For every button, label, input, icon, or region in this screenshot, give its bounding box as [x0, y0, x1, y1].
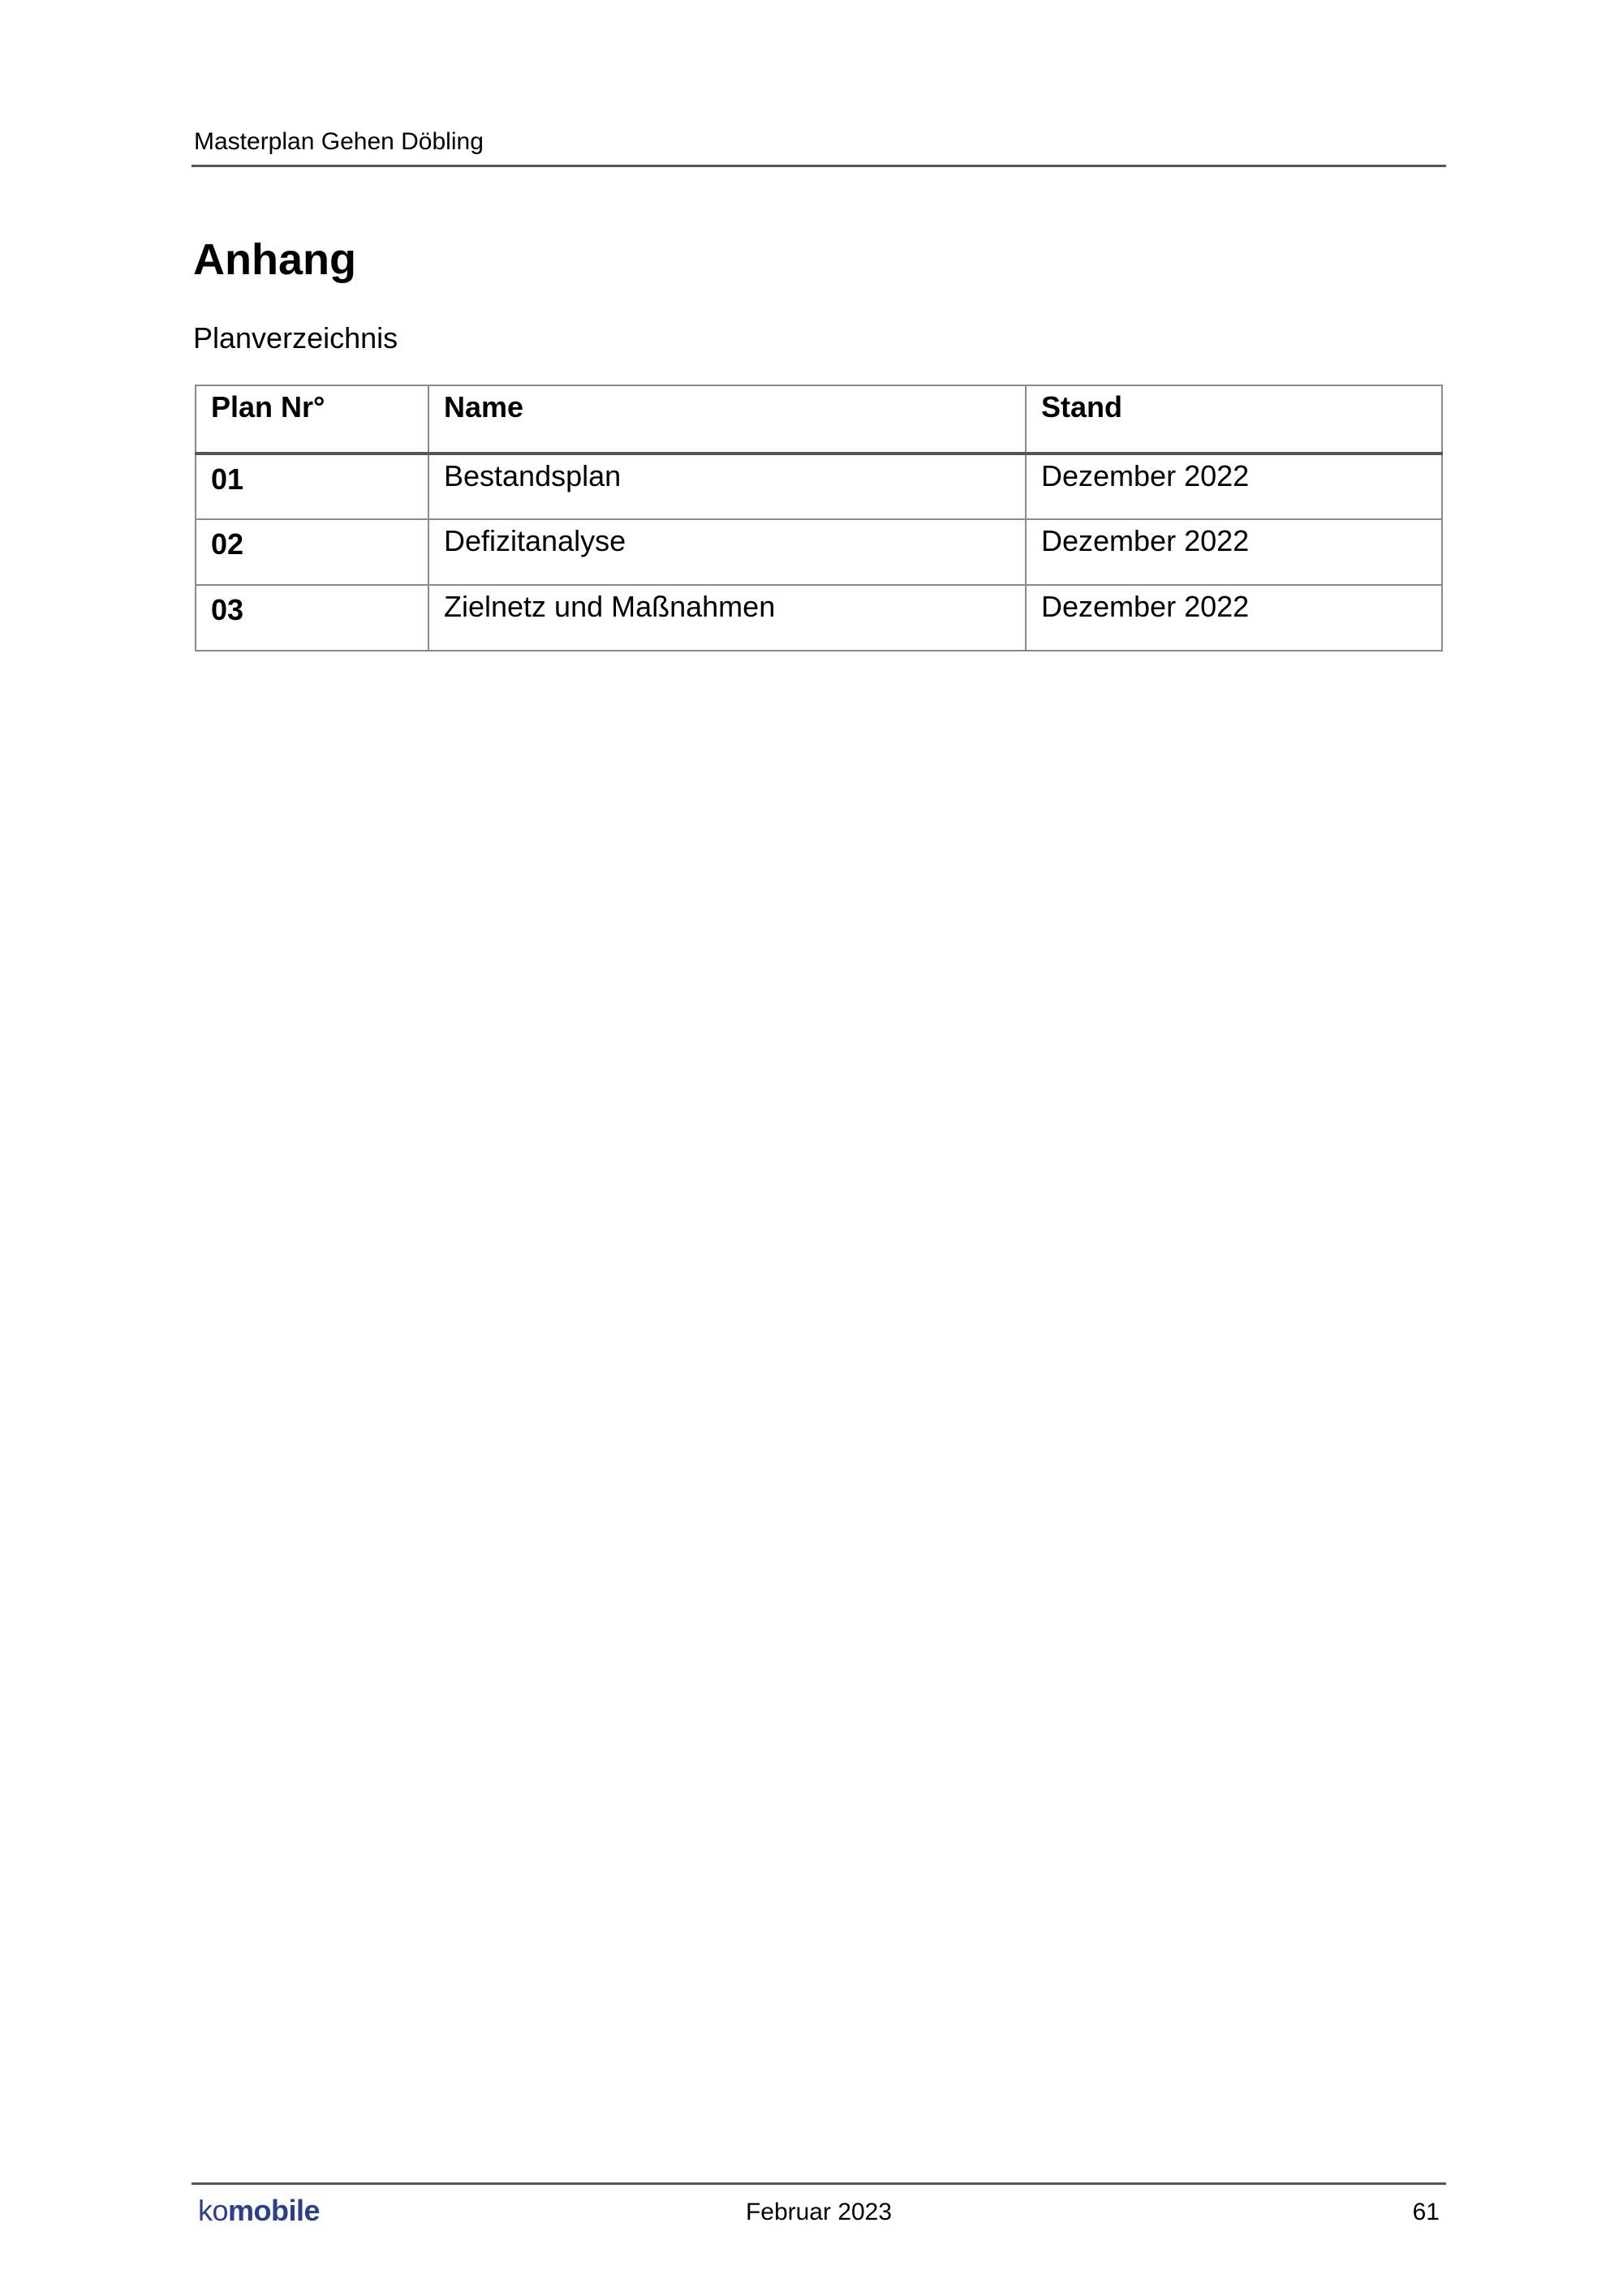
plan-number-cell: 02 [196, 519, 428, 585]
running-header [192, 122, 1446, 167]
column-header-plan-nr: Plan Nr° [196, 385, 428, 454]
plan-name-cell: Zielnetz und Maßnahmen [428, 585, 1026, 651]
plan-name-cell: Bestandsplan [428, 454, 1026, 519]
table-caption: Planverzeichnis [193, 321, 398, 355]
table-row [196, 454, 1442, 519]
logo-text-ko: ko [198, 2194, 229, 2227]
plan-index-table [195, 385, 1443, 651]
column-header-stand: Stand [1026, 385, 1442, 454]
document-title: Masterplan Gehen Döbling [194, 128, 484, 155]
plan-stand-cell: Dezember 2022 [1026, 454, 1442, 519]
table-row [196, 519, 1442, 585]
table-row [196, 585, 1442, 651]
running-footer [192, 2182, 1446, 2239]
plan-stand-cell: Dezember 2022 [1026, 585, 1442, 651]
page-number: 61 [1412, 2199, 1440, 2225]
footer-date: Februar 2023 [745, 2199, 893, 2225]
table-header-row [196, 385, 1442, 454]
column-header-name: Name [428, 385, 1026, 454]
plan-number-cell: 01 [196, 454, 428, 519]
plan-stand-cell: Dezember 2022 [1026, 519, 1442, 585]
plan-name-cell: Defizitanalyse [428, 519, 1026, 585]
logo-text-mobile: mobile [228, 2194, 321, 2227]
section-title: Anhang [193, 235, 356, 284]
plan-number-cell: 03 [196, 585, 428, 651]
